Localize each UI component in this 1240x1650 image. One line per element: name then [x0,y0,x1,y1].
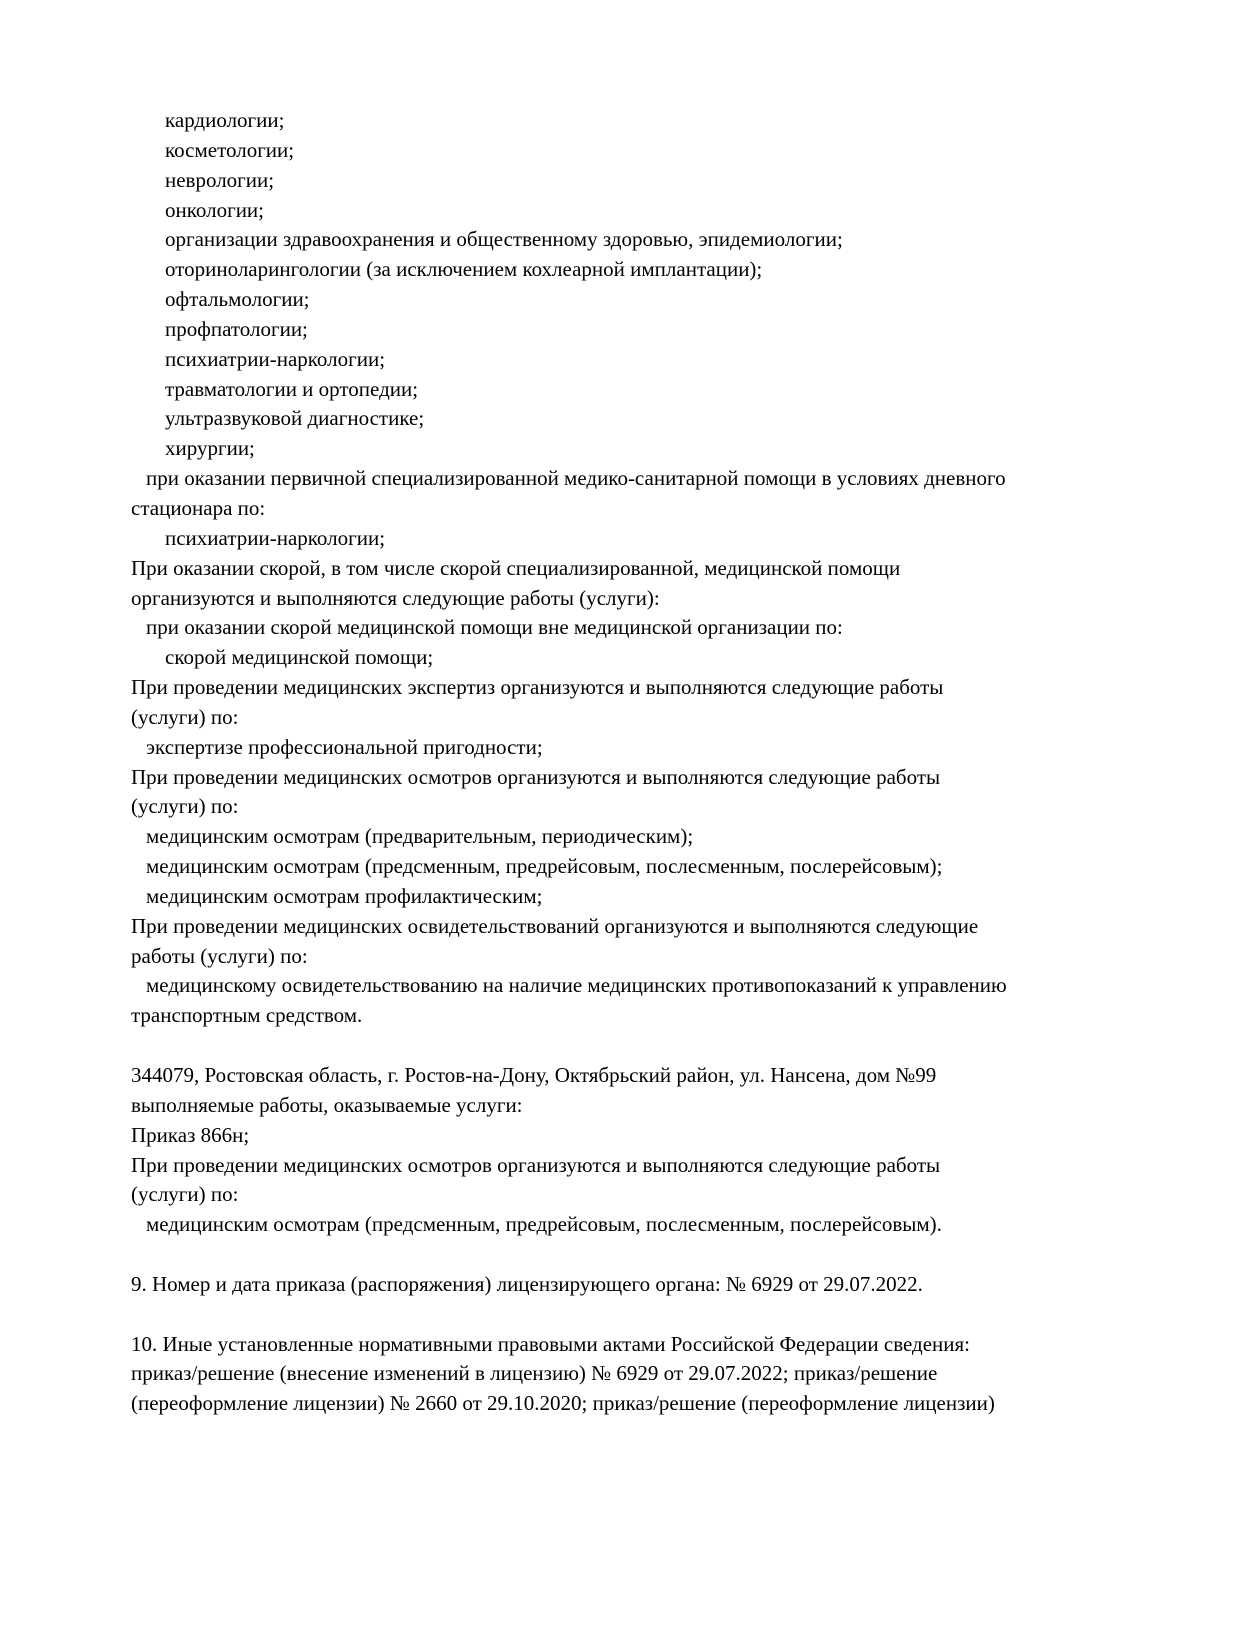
text-line: (услуги) по: [131,1182,239,1207]
blank-line [131,1031,1181,1061]
text-line: при оказании скорой медицинской помощи вне медицинской организации по: [146,615,843,640]
text-line: травматологии и ортопедии; [165,376,419,401]
text-line: косметологии; [165,137,295,162]
text-line: профпатологии; [165,316,308,341]
text-line: 344079, Ростовская область, г. Ростов-на-Дону, Октябрьский район, ул. Нансена, дом №99 [131,1063,937,1087]
text-line: медицинским осмотрам (предсменным, предрейсовым, послесменным, послерейсовым). [146,1212,942,1237]
text-line: (услуги) по: [131,794,239,819]
text-line: работы (услуги) по: [131,943,308,968]
text-line: оториноларингологии (за исключением кохлеарной имплантации); [165,257,763,282]
license-text-block [131,106,1181,1419]
text-line: ультразвуковой диагностике; [165,406,425,431]
text-line: (переоформление лицензии) № 2660 от 29.10.2020; приказ/решение (переоформление лицензии) [131,1391,995,1416]
text-line: При проведении медицинских осмотров организуются и выполняются следующие работы [131,1152,941,1177]
text-line: при оказании первичной специализированной медико-санитарной помощи в условиях дневного [146,466,1006,491]
text-line: При проведении медицинских осмотров организуются и выполняются следующие работы [131,764,941,789]
text-line: 9. Номер и дата приказа (распоряжения) лицензирующего органа: № 6929 от 29.07.2022. [131,1271,923,1296]
text-line: Приказ 866н; [131,1122,250,1147]
text-line: экспертизе профессиональной пригодности; [146,734,543,759]
blank-line [131,1300,1181,1330]
text-line: приказ/решение (внесение изменений в лицензию) № 6929 от 29.07.2022; приказ/решение [131,1361,938,1386]
text-line: выполняемые работы, оказываемые услуги: [131,1092,523,1117]
text-line: При оказании скорой, в том числе скорой специализированной, медицинской помощи [131,555,901,580]
text-line: медицинским осмотрам профилактическим; [146,883,543,908]
text-line: неврологии; [165,167,275,192]
text-line: психиатрии-наркологии; [165,525,386,550]
text-line: стационара по: [131,495,266,520]
text-line: хирургии; [165,436,255,461]
text-line: медицинскому освидетельствованию на наличие медицинских противопоказаний к управлению [146,973,1007,998]
text-line: (услуги) по: [131,704,239,729]
blank-line [131,1240,1181,1270]
text-line: организуются и выполняются следующие работы (услуги): [131,585,660,610]
text-line: онкологии; [165,197,265,222]
text-line: При проведении медицинских экспертиз организуются и выполняются следующие работы [131,675,944,700]
text-line: организации здравоохранения и общественному здоровью, эпидемиологии; [165,227,843,252]
text-line: кардиологии; [165,108,285,132]
text-line: медицинским осмотрам (предсменным, предрейсовым, послесменным, послерейсовым); [146,854,943,879]
text-line: 10. Иные установленные нормативными правовыми актами Российской Федерации сведения: [131,1331,971,1356]
text-line: скорой медицинской помощи; [165,645,434,670]
text-line: офтальмологии; [165,287,310,312]
text-line: медицинским осмотрам (предварительным, периодическим); [146,824,694,849]
text-line: При проведении медицинских освидетельствований организуются и выполняются следующие [131,913,979,938]
text-line: психиатрии-наркологии; [165,346,386,371]
text-line: транспортным средством. [131,1003,363,1028]
